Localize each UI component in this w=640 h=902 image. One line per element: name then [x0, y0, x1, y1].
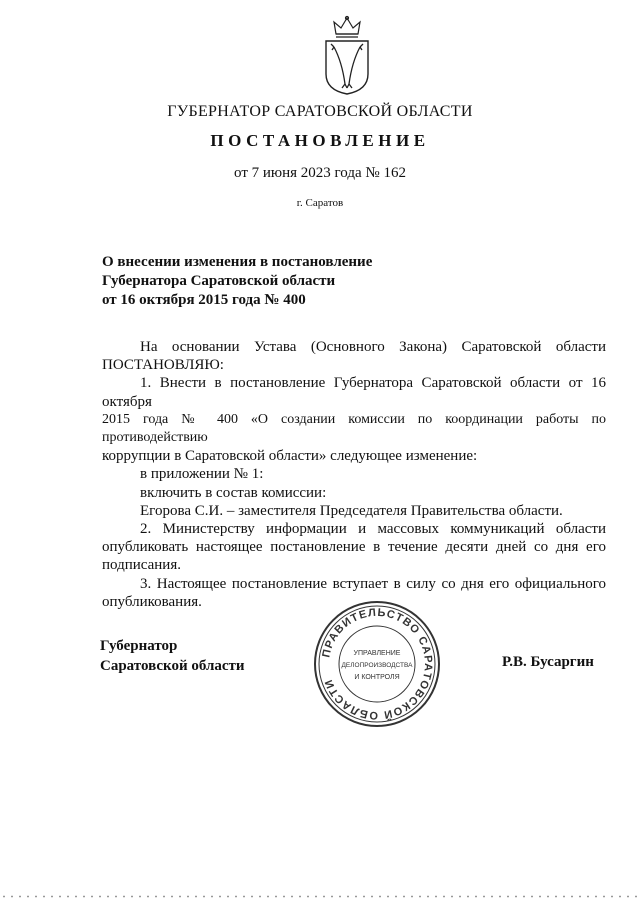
signatory-position-line: Саратовской области: [100, 658, 245, 674]
subject-line: О внесении изменения в постановление: [102, 254, 373, 270]
item-3-line: 3. Настоящее постановление вступает в силу со дня его официального: [140, 575, 606, 592]
document-date-number: от 7 июня 2023 года № 162: [234, 165, 406, 181]
item-1-line: коррупции в Саратовской области» следующее изменение:: [102, 448, 478, 465]
signatory-name: Р.В. Бусаргин: [502, 654, 594, 670]
item-1-subline: включить в состав комиссии:: [140, 484, 327, 501]
subject-line: Губернатора Саратовской области: [102, 273, 336, 289]
item-1-subline: в приложении № 1:: [140, 466, 264, 483]
decree-word: ПОСТАНОВЛЯЮ:: [102, 357, 224, 374]
item-2-line: подписания.: [102, 557, 181, 574]
saratov-coat-of-arms-icon: [322, 14, 372, 96]
preamble: На основании Устава (Основного Закона) Саратовской области: [140, 339, 606, 355]
official-seal-stamp: [312, 599, 442, 729]
svg-text:ДЕЛОПРОИЗВОДСТВА: ДЕЛОПРОИЗВОДСТВА: [341, 662, 413, 669]
item-3-line: опубликования.: [102, 593, 202, 610]
subject-line: от 16 октября 2015 года № 400: [102, 292, 306, 308]
document-subject: [102, 253, 372, 310]
signatory-position: [100, 636, 245, 676]
issuer-title: ГУБЕРНАТОР САРАТОВСКОЙ ОБЛАСТИ: [167, 103, 473, 120]
svg-text:ПРАВИТЕЛЬСТВО САРАТОВСКОЙ ОБЛА: ПРАВИТЕЛЬСТВО САРАТОВСКОЙ ОБЛАСТИ: [320, 606, 435, 722]
svg-text:УПРАВЛЕНИЕ: УПРАВЛЕНИЕ: [353, 650, 401, 657]
item-2-line: 2. Министерству информации и массовых коммуникаций области: [140, 521, 606, 538]
document-body: [102, 338, 606, 611]
item-1-line: 2015 года № 400 «О создании комиссии по координации работы по противодействию: [102, 411, 606, 446]
scan-edge-dots: [0, 895, 640, 898]
document-type: ПОСТАНОВЛЕНИЕ: [210, 131, 430, 150]
document-city: г. Саратов: [296, 197, 344, 209]
item-2-line: опубликовать настоящее постановление в течение десяти дней со дня его: [102, 539, 606, 556]
item-1-subline: Егорова С.И. – заместителя Председателя Правительства области.: [140, 502, 563, 519]
svg-text:И КОНТРОЛЯ: И КОНТРОЛЯ: [354, 674, 400, 681]
item-1-line: 1. Внести в постановление Губернатора Саратовской области от 16 октября: [102, 375, 606, 410]
signatory-position-line: Губернатор: [100, 638, 178, 654]
